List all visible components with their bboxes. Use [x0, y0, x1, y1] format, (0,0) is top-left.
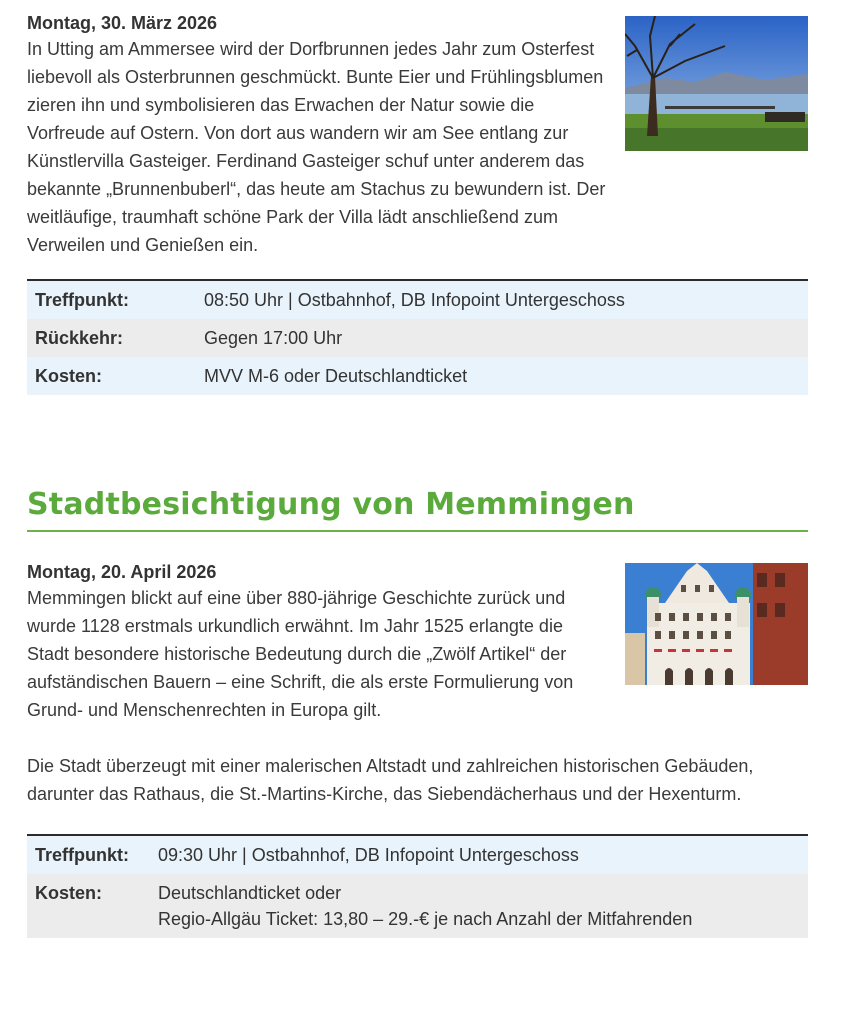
table-row [27, 874, 808, 938]
cost-label: Kosten: [27, 874, 150, 938]
lake-landscape-image [625, 16, 808, 151]
table-row [27, 357, 808, 395]
return-label: Rückkehr: [27, 319, 196, 357]
event-description-more: Die Stadt überzeugt mit einer malerischen Altstadt und zahlreichen historischen Gebäuden, darunter das Rathaus, die St.-Martins-Kirche, das Siebendächerhaus und der Hexenturm. [27, 756, 754, 804]
cost-value [150, 874, 808, 938]
event-photo-ammersee [625, 16, 808, 151]
meeting-point-label: Treffpunkt: [27, 280, 196, 319]
section-heading-memmingen: Stadtbesichtigung von Memmingen [27, 487, 808, 532]
table-row [27, 835, 808, 874]
event-info-table [27, 834, 808, 938]
cost-value-line: Regio-Allgäu Ticket: 13,80 – 29.-€ je nach Anzahl der Mitfahrenden [158, 909, 693, 929]
meeting-point-value: 08:50 Uhr | Ostbahnhof, DB Infopoint Untergeschoss [196, 280, 808, 319]
event-ammersee [27, 11, 808, 259]
event-photo-memmingen [625, 563, 808, 685]
return-value: Gegen 17:00 Uhr [196, 319, 808, 357]
event-memmingen [27, 560, 808, 808]
event-info-table [27, 279, 808, 395]
event-description: In Utting am Ammersee wird der Dorfbrunnen jedes Jahr zum Osterfest liebevoll als Osterbrunnen geschmückt. Bunte Eier und Frühlingsblumen zieren ihn und symbolisieren das Erwachen der Natur sowie die Vorfreude auf Ostern. Von dort aus wandern wir am See entlang zur Künstlervilla Gasteiger. Ferdinand Gasteiger schuf unter anderem das bekannte „Brunnenbuberl“, das heute am Stachus zu bewundern ist. Der weitläufige, traumhaft schöne Park der Villa lädt anschließend zum Verweilen und Genießen ein. [27, 39, 606, 255]
event-description: Memmingen blickt auf eine über 880-jährige Geschichte zurück und wurde 1128 erstmals urkundlich erwähnt. Im Jahr 1525 erlangte die Stadt besondere historische Bedeutung durch die „Zwölf Artikel“ der aufständischen Bauern – eine Schrift, die als erste Formulierung von Grund- und Menschenrechten in Europa gilt. [27, 588, 574, 720]
table-row [27, 319, 808, 357]
cost-value: MVV M-6 oder Deutschlandticket [196, 357, 808, 395]
town-hall-image [625, 563, 808, 685]
page-content [27, 0, 808, 938]
meeting-point-label: Treffpunkt: [27, 835, 150, 874]
cost-value-line: Deutschlandticket oder [158, 883, 342, 903]
cost-label: Kosten: [27, 357, 196, 395]
event-date: Montag, 20. April 2026 [27, 562, 217, 582]
meeting-point-value: 09:30 Uhr | Ostbahnhof, DB Infopoint Untergeschoss [150, 835, 808, 874]
table-row [27, 280, 808, 319]
event-date: Montag, 30. März 2026 [27, 13, 218, 33]
